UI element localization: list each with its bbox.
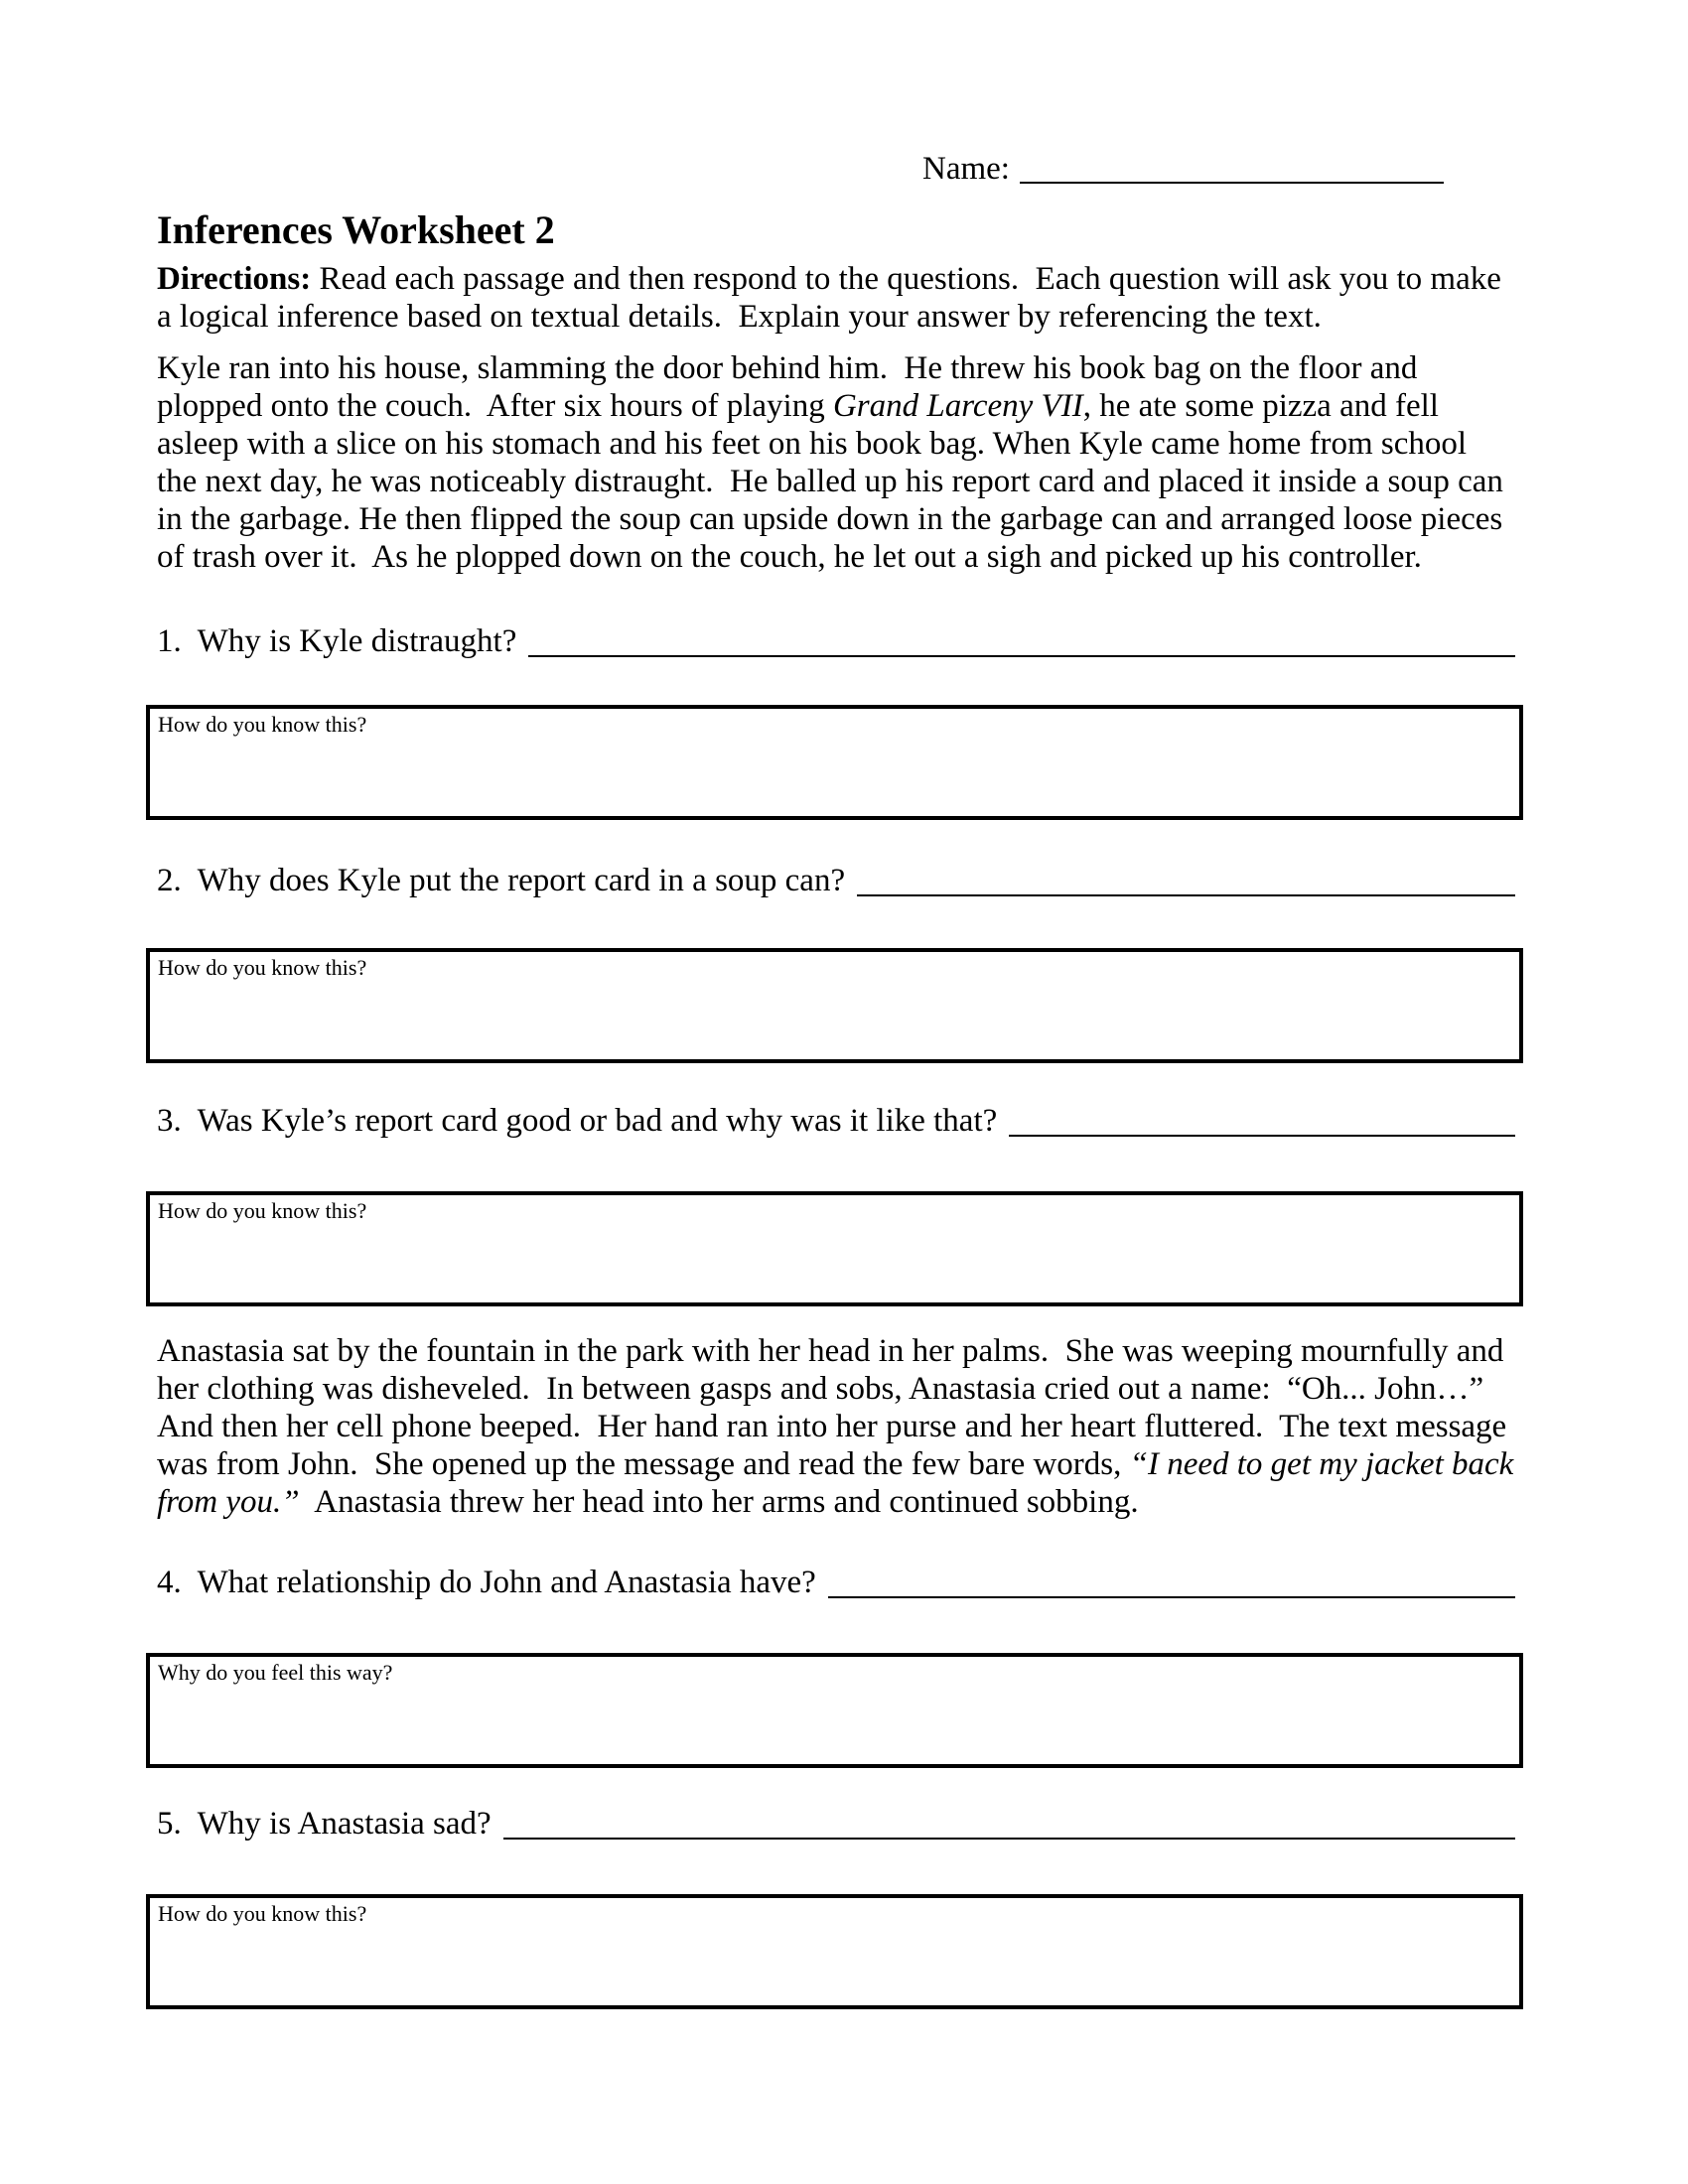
question-5-text: 5. Why is Anastasia sad? (157, 1806, 492, 1842)
question-2-answer-line[interactable] (857, 859, 1515, 896)
question-2-row (146, 859, 1523, 902)
question-1-box-label: How do you know this? (158, 712, 367, 737)
question-1-row (146, 619, 1523, 663)
text-line: her clothing was disheveled. In between gasps and sobs, Anastasia cried out a name: “Oh... John…” (157, 1371, 1484, 1407)
text-line: the next day, he was noticeably distraught. He balled up his report card and placed it inside a soup can (157, 464, 1503, 499)
question-5-box-label: How do you know this? (158, 1901, 367, 1926)
question-4-text: 4. What relationship do John and Anastasia have? (157, 1565, 816, 1600)
question-2-answer-box[interactable] (146, 948, 1523, 1063)
text-line: was from John. She opened up the message and read the few bare words, “I need to get my jacket back (157, 1446, 1514, 1482)
question-4-box-label: Why do you feel this way? (158, 1660, 393, 1685)
question-4-row (146, 1561, 1523, 1604)
question-5-answer-line[interactable] (503, 1802, 1515, 1840)
question-3-answer-line[interactable] (1009, 1099, 1515, 1137)
question-2-box-label: How do you know this? (158, 955, 367, 980)
question-1-text: 1. Why is Kyle distraught? (157, 623, 517, 659)
text-line: Kyle ran into his house, slamming the door behind him. He threw his book bag on the floor and (157, 350, 1418, 386)
question-3-box-label: How do you know this? (158, 1198, 367, 1223)
text-line: And then her cell phone beeped. Her hand ran into her purse and her heart fluttered. The text message (157, 1409, 1507, 1444)
directions (146, 260, 1523, 336)
question-3-text: 3. Was Kyle’s report card good or bad and why was it like that? (157, 1103, 998, 1139)
text-line: from you.” Anastasia threw her head into her arms and continued sobbing. (157, 1484, 1139, 1520)
text-line: of trash over it. As he plopped down on the couch, he let out a sigh and picked up his controller. (157, 539, 1422, 575)
question-5-row (146, 1802, 1523, 1845)
name-row (922, 147, 1444, 191)
page-title: Inferences Worksheet 2 (157, 207, 555, 252)
text-line: a logical inference based on textual details. Explain your answer by referencing the text. (157, 299, 1322, 335)
text-line: in the garbage. He then flipped the soup can upside down in the garbage can and arranged loose pieces (157, 501, 1503, 537)
worksheet-content (0, 147, 1523, 2009)
passage-kyle (146, 349, 1523, 576)
question-4-answer-line[interactable] (828, 1561, 1515, 1598)
passage-anastasia (146, 1332, 1523, 1521)
text-line: asleep with a slice on his stomach and his feet on his book bag. When Kyle came home from school (157, 426, 1468, 462)
question-3-row (146, 1099, 1523, 1143)
text-line: plopped onto the couch. After six hours of playing Grand Larceny VII, he ate some pizza and fell (157, 388, 1439, 424)
question-4-answer-box[interactable] (146, 1653, 1523, 1768)
text-line: Anastasia sat by the fountain in the park with her head in her palms. She was weeping mournfully and (157, 1333, 1504, 1369)
question-1-answer-line[interactable] (528, 619, 1515, 657)
text-line: Directions: Read each passage and then respond to the questions. Each question will ask you to make (157, 261, 1501, 297)
name-blank-line[interactable] (1020, 147, 1444, 184)
name-label: Name: (922, 151, 1010, 187)
question-5-answer-box[interactable] (146, 1894, 1523, 2009)
question-1-answer-box[interactable] (146, 705, 1523, 820)
question-2-text: 2. Why does Kyle put the report card in a soup can? (157, 863, 846, 898)
question-3-answer-box[interactable] (146, 1191, 1523, 1306)
